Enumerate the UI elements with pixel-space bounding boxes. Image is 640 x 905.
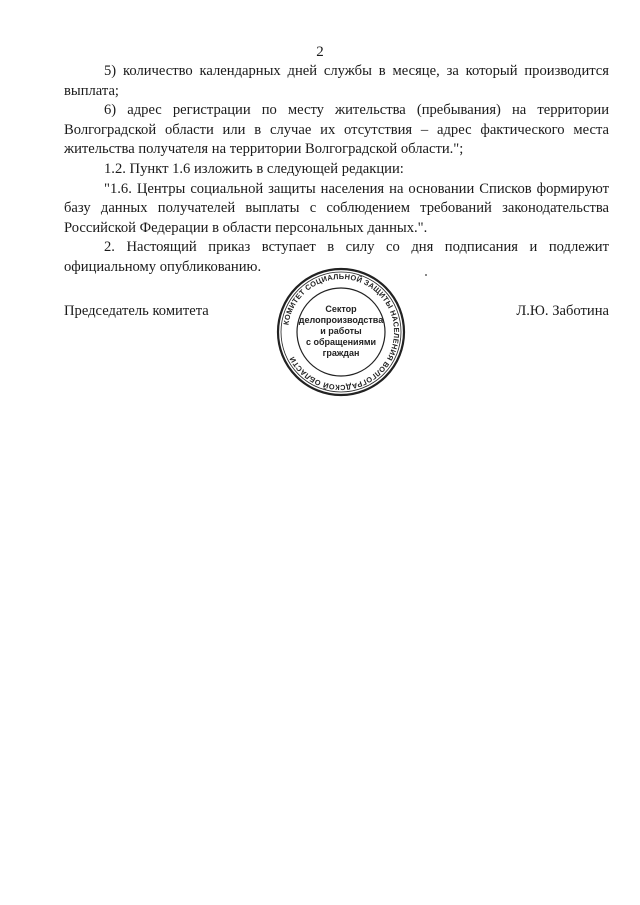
stamp-center-line: делопроизводства: [298, 315, 384, 325]
paragraph-item-5: 5) количество календарных дней службы в месяце, за который производится выплата;: [64, 63, 609, 99]
paragraph-clause-1-2: 1.2. Пункт 1.6 изложить в следующей редакции:: [104, 160, 404, 177]
stamp-center-line: с обращениями: [305, 337, 377, 347]
stamp-center-line: граждан: [322, 348, 360, 358]
scan-speck: [425, 274, 427, 276]
signature-name: Л.Ю. Заботина: [516, 303, 609, 319]
stamp-center-text: [299, 304, 384, 358]
page-number: 2: [316, 44, 324, 60]
signature-title: Председатель комитета: [64, 303, 209, 319]
paragraph-clause-2: 2. Настоящий приказ вступает в силу со дня подписания и подлежит официальному опубликованию.: [64, 239, 609, 275]
paragraph-clause-1-6: "1.6. Центры социальной защиты населения на основании Списков формируют базу данных получателей выплаты с соблюдением требований законодательства Российской Федерации в области персональных данных.".: [64, 180, 609, 236]
stamp-ring-text: КОМИТЕТ СОЦИАЛЬНОЙ ЗАЩИТЫ НАСЕЛЕНИЯ ВОЛГОГРАДСКОЙ ОБЛАСТИ: [281, 271, 402, 393]
stamp-center-line: и работы: [320, 326, 362, 336]
official-stamp: [274, 265, 408, 399]
document-body: [64, 62, 609, 278]
stamp-seal-icon: [274, 265, 408, 399]
paragraph-item-6: 6) адрес регистрации по месту жительства (пребывания) на территории Волгоградской области или в случае их отсутствия – адрес фактического места жительства получателя на территории Волгоградской области.";: [64, 102, 609, 158]
stamp-center-line: Сектор: [325, 304, 357, 314]
